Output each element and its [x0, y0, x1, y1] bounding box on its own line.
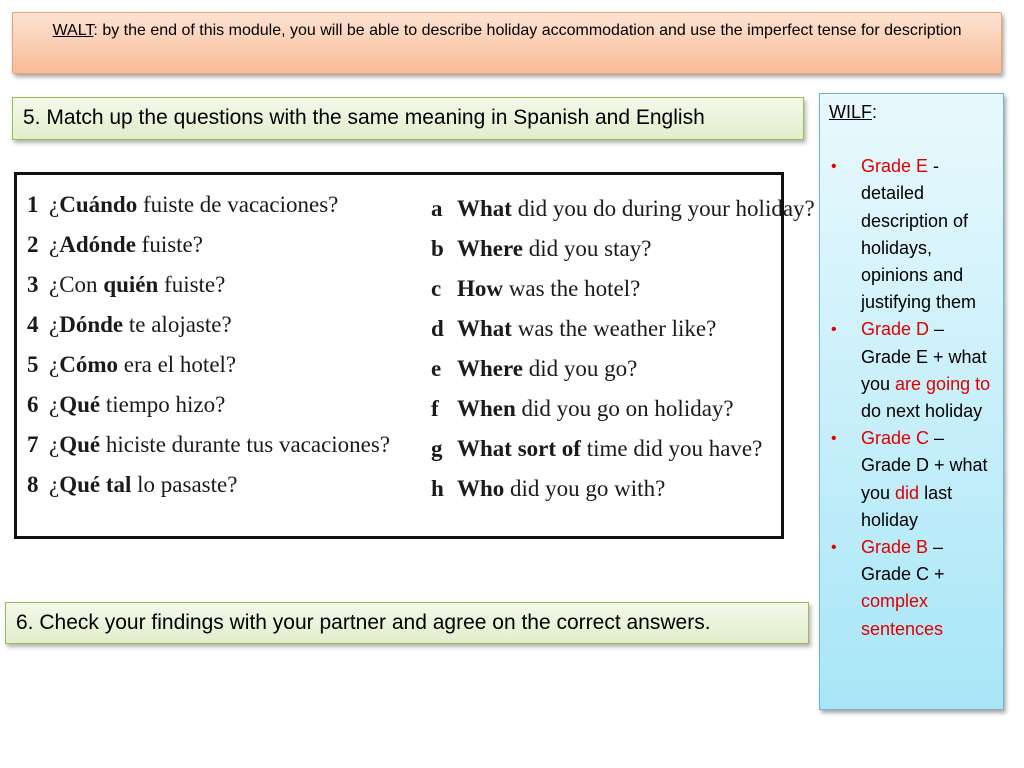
question-text: fuiste de vacaciones? [137, 192, 339, 217]
question-keyword: Who [457, 476, 505, 501]
question-text: lo pasaste? [131, 472, 238, 497]
walt-box [12, 12, 1002, 74]
question-keyword: quién [103, 272, 159, 297]
question-prefix: ¿ [49, 432, 60, 457]
question-text: was the hotel? [503, 276, 641, 301]
question-keyword: Where [457, 356, 524, 381]
grade-description-end: last holiday [861, 482, 953, 530]
question-number: 5 [27, 352, 39, 377]
english-question-c [431, 269, 640, 309]
task-5-box [12, 97, 804, 140]
question-text: hiciste durante tus vacaciones? [100, 432, 391, 457]
english-question-g [431, 429, 762, 469]
question-keyword: Qué [59, 432, 101, 457]
question-keyword: When [457, 396, 516, 421]
question-number: 3 [27, 272, 39, 297]
question-text: te alojaste? [123, 312, 232, 337]
question-prefix: ¿ [49, 312, 60, 337]
question-letter: f [431, 396, 439, 421]
english-question-h [431, 469, 665, 509]
question-keyword: How [457, 276, 503, 301]
spanish-question-5 [27, 345, 236, 385]
question-keyword: What sort of [457, 436, 581, 461]
wilf-title [829, 99, 997, 126]
question-text: did you go? [523, 356, 638, 381]
question-number: 8 [27, 472, 39, 497]
spanish-question-8 [27, 465, 237, 505]
matching-exercise [14, 172, 815, 539]
grade-description-end: do next holiday [861, 401, 983, 422]
wilf-box [819, 93, 1004, 710]
wilf-label: WILF [829, 102, 872, 122]
question-keyword: What [457, 316, 512, 341]
question-text: did you stay? [523, 236, 652, 261]
grade-highlight: are going to [895, 373, 991, 394]
question-prefix: ¿ [49, 472, 60, 497]
question-text: fuiste? [158, 272, 226, 297]
grade-label: Grade E [861, 156, 929, 177]
question-text: era el hotel? [118, 352, 237, 377]
task-5-text: 5. Match up the questions with the same meaning in Spanish and English [23, 106, 705, 129]
question-text: did you go on holiday? [515, 396, 734, 421]
question-letter: h [431, 476, 444, 501]
question-text: did you go with? [504, 476, 666, 501]
english-question-a [431, 189, 815, 229]
question-letter: a [431, 196, 443, 221]
question-keyword: Cómo [59, 352, 118, 377]
bullet-icon: • [831, 539, 837, 557]
english-question-e [431, 349, 637, 389]
walt-text: : by the end of this module, you will be able to describe holiday accommodation and use the imperfect tense for description [93, 22, 962, 39]
walt-label: WALT [52, 22, 94, 39]
bullet-icon: • [831, 321, 837, 339]
grade-description: – Grade D + what you [861, 428, 988, 503]
spanish-question-1 [27, 185, 338, 225]
task-6-text: 6. Check your findings with your partner and agree on the correct answers. [16, 611, 711, 634]
wilf-item-grade-e [829, 153, 997, 316]
grade-description: - detailed description of holidays, opinions and justifying them [861, 156, 977, 313]
question-keyword: Where [457, 236, 524, 261]
question-prefix: ¿ [49, 352, 60, 377]
question-letter: d [431, 316, 444, 341]
wilf-item-grade-b [829, 534, 997, 643]
wilf-colon: : [872, 102, 878, 122]
question-number: 1 [27, 192, 39, 217]
question-letter: g [431, 436, 443, 461]
question-keyword: Cuándo [59, 192, 138, 217]
grade-description: – Grade C + [861, 537, 945, 585]
question-keyword: Adónde [59, 232, 136, 257]
question-text: was the weather like? [511, 316, 717, 341]
question-prefix: ¿Con [49, 272, 104, 297]
wilf-item-grade-c [829, 425, 997, 534]
question-prefix: ¿ [49, 232, 60, 257]
grade-label: Grade B [861, 537, 929, 558]
question-prefix: ¿ [49, 192, 60, 217]
task-6-box [5, 602, 809, 644]
grade-highlight: did [895, 482, 920, 503]
english-question-d [431, 309, 716, 349]
question-letter: e [431, 356, 442, 381]
spanish-question-6 [27, 385, 225, 425]
grade-label: Grade C [861, 428, 930, 449]
grade-description: – Grade E + what you [861, 319, 987, 394]
question-number: 4 [27, 312, 39, 337]
grade-label: Grade D [861, 319, 930, 340]
question-keyword: Qué [59, 392, 101, 417]
spanish-question-2 [27, 225, 203, 265]
question-text: fuiste? [135, 232, 203, 257]
question-letter: c [431, 276, 442, 301]
spanish-question-7 [27, 425, 390, 465]
question-text: did you do during your holiday? [511, 196, 815, 221]
question-prefix: ¿ [49, 392, 60, 417]
english-question-b [431, 229, 651, 269]
english-question-f [431, 389, 734, 429]
question-keyword: Dónde [59, 312, 124, 337]
question-number: 6 [27, 392, 39, 417]
question-keyword: Qué tal [59, 472, 132, 497]
question-text: time did you have? [580, 436, 763, 461]
wilf-item-grade-d [829, 316, 997, 425]
bullet-icon: • [831, 430, 837, 448]
question-number: 2 [27, 232, 39, 257]
bullet-icon: • [831, 158, 837, 176]
question-letter: b [431, 236, 444, 261]
question-text: tiempo hizo? [100, 392, 226, 417]
spanish-question-4 [27, 305, 232, 345]
spanish-question-3 [27, 265, 225, 305]
wilf-list [829, 153, 997, 643]
grade-highlight: complex sentences [861, 591, 944, 639]
question-keyword: What [457, 196, 512, 221]
question-number: 7 [27, 432, 39, 457]
